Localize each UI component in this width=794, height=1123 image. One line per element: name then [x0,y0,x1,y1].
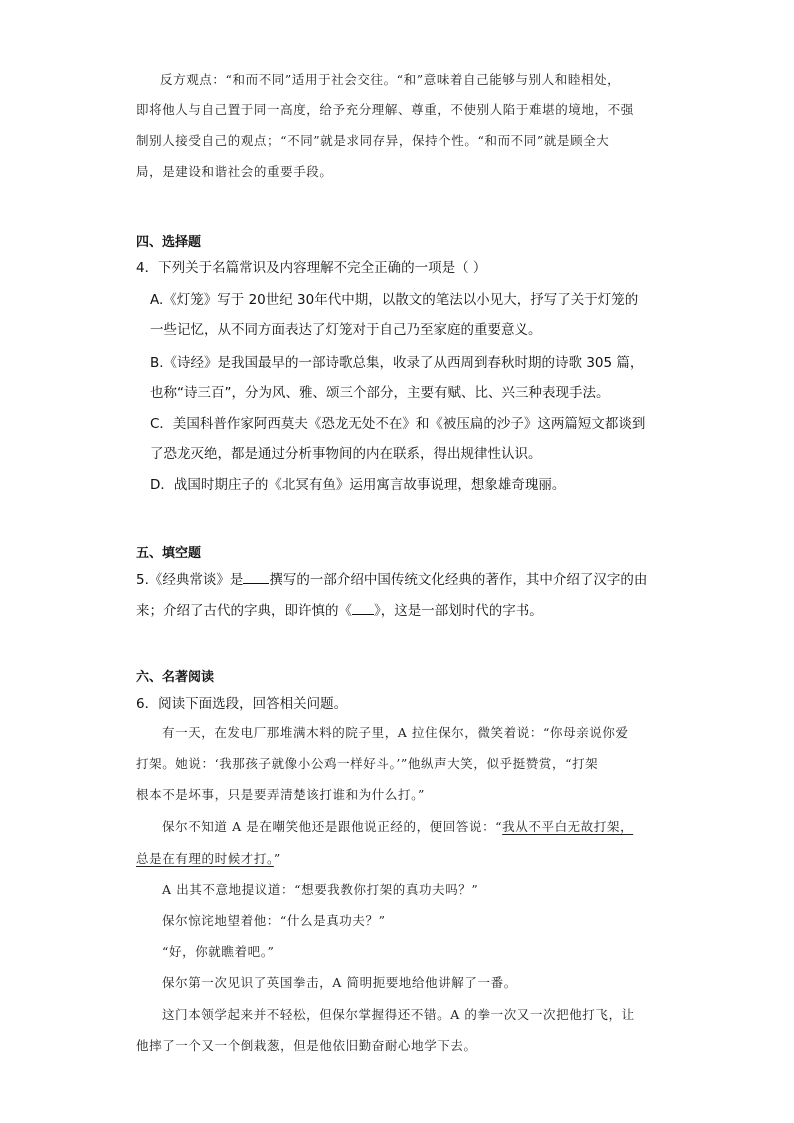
passage-p2-text: 保尔不知道 A 是在嘲笑他还是跟他说正经的，便回答说：“ [162,819,503,834]
passage-p1-line-3: 根本不是坏事，只是要弄清楚该打谁和为什么打。” [136,787,425,802]
section6-heading: 六、名著阅读 [136,670,215,685]
option-d: D．战国时期庄子的《北冥有鱼》运用寓言故事说理，想象雄奇瑰丽。 [150,477,566,493]
option-c-line-2: 了恐龙灭绝，都是通过分析事物间的内在联系，得出规律性认识。 [150,446,542,462]
opposing-view-line-2: 即将他人与自己置于同一高度，给予充分理解、尊重，不使别人陷于难堪的境地，不强 [136,102,634,117]
question-6: 6．阅读下面选段，回答相关问题。 [136,696,348,712]
passage-p3: A 出其不意地提议道：“想要我教你打架的真功夫吗？” [162,882,479,897]
passage-p1-line-2: 打架。她说：‘我那孩子就像小公鸡一样好斗。’”他纵声大笑，似乎挺赞赏，“打架 [136,756,599,771]
option-a-line-1: A.《灯笼》写于 20世纪 30年代中期，以散文的笔法以小见大，抒写了关于灯笼的 [150,292,639,308]
section5-heading: 五、填空题 [136,546,202,561]
fill-blank-text-2b: 》，这是一部划时代的字书。 [374,603,543,619]
underlined-quote-part-2: 总是在有理的时候才打。 [136,851,274,866]
passage-p4: 保尔惊诧地望着他：“什么是真功夫？” [162,913,386,928]
fill-blank-text-1a: 5.《经典常谈》是 [136,572,244,588]
option-b-line-2: 也称“诗三百”，分为风、雅、颂三个部分，主要有赋、比、兴三种表现手法。 [150,385,610,401]
passage-p1-line-1: 有一天，在发电厂那堆满木料的院子里，A 拉住保尔，微笑着说：“你母亲说你爱 [162,725,629,740]
underlined-quote-part-1: 我从不平白无故打架， [502,819,634,834]
opposing-view-line-4: 局，是建设和谐社会的重要手段。 [136,164,333,179]
fill-blank-line-1 [136,568,647,588]
passage-p7-line-2: 他摔了一个又一个倒栽葱，但是他依旧勤奋耐心地学下去。 [136,1038,477,1053]
option-a-line-2: 一些记忆，从不同方面表达了灯笼对于自己乃至家庭的重要意义。 [150,322,542,338]
passage-p2-end: ” [273,851,281,866]
option-c-line-1: C．美国科普作家阿西莫夫《恐龙无处不在》和《被压扁的沙子》这两篇短文都谈到 [150,416,646,432]
passage-p2-line-1 [162,817,633,835]
passage-p5: “好，你就瞧着吧。” [162,944,275,959]
passage-p2-line-2 [136,849,281,867]
option-b-line-1: B.《诗经》是我国最早的一部诗歌总集，收录了从西周到春秋时期的诗歌 305 篇， [150,355,644,371]
section4-heading: 四、选择题 [136,235,202,250]
fill-blank-text-2a: 来；介绍了古代的字典，即许慎的《 [136,603,352,619]
passage-p6: 保尔第一次见识了英国拳击，A 简明扼要地给他讲解了一番。 [162,975,517,990]
opposing-view-line-3: 制别人接受自己的观点；“不同”就是求同存异，保持个性。“和而不同”就是顾全大 [136,133,610,148]
passage-p7-line-1: 这门本领学起来并不轻松，但保尔掌握得还不错。A 的拳一次又一次把他打飞，让 [162,1007,635,1022]
question-4: 4．下列关于名篇常识及内容理解不完全正确的一项是（ ） [136,260,487,276]
fill-blank-line-2 [136,599,543,619]
author-blank[interactable] [243,569,269,584]
book-title-blank[interactable] [352,600,374,615]
opposing-view-line-1: 反方观点：“和而不同”适用于社会交往。“和”意味着自己能够与别人和睦相处， [160,72,621,87]
fill-blank-text-1b: 撰写的一部介绍中国传统文化经典的著作，其中介绍了汉字的由 [269,572,648,588]
